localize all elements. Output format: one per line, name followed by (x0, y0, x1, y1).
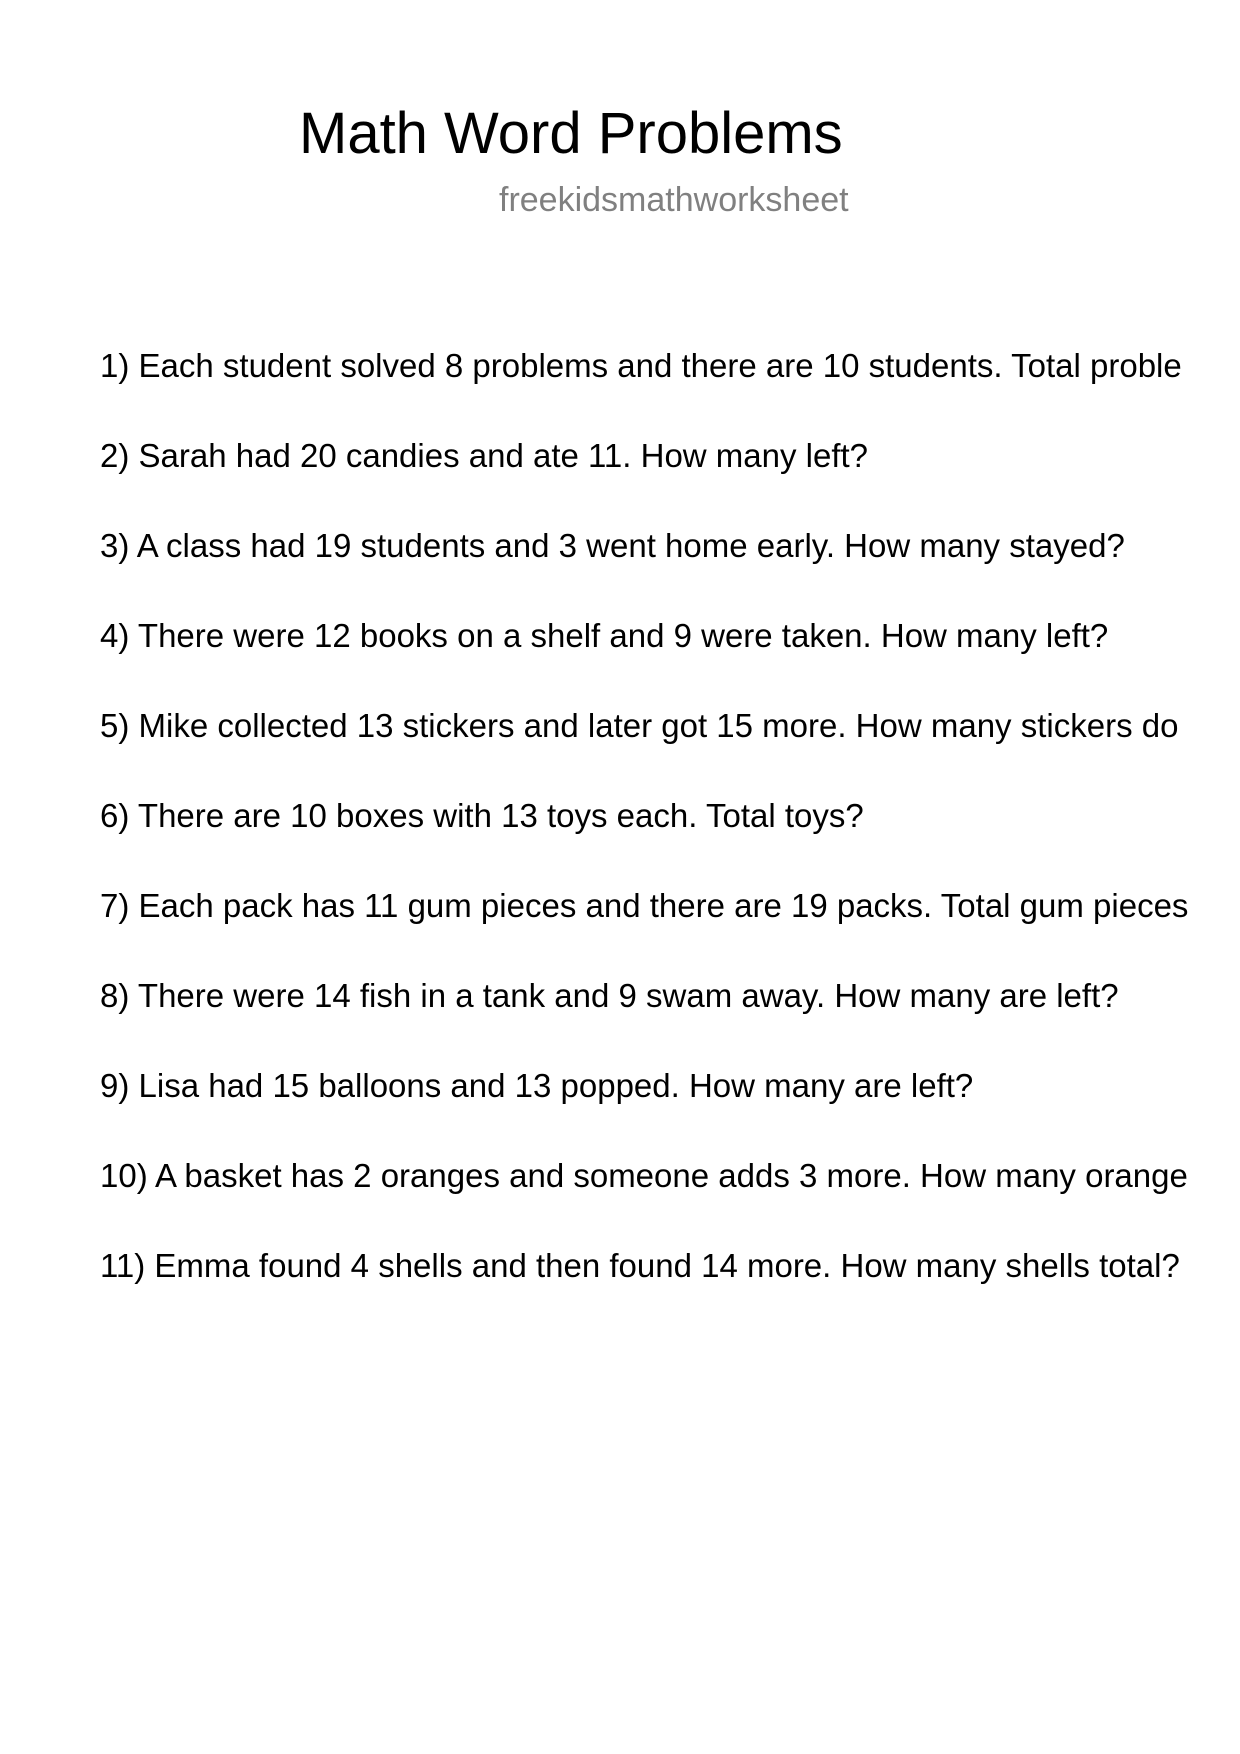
problem-item: 3) A class had 19 students and 3 went home early. How many stayed? (100, 527, 1125, 564)
problem-item: 1) Each student solved 8 problems and there are 10 students. Total proble (100, 347, 1182, 384)
problem-item: 10) A basket has 2 oranges and someone adds 3 more. How many orange (100, 1157, 1188, 1194)
problem-list (100, 345, 1188, 1335)
page-subtitle: freekidsmathworksheet (499, 181, 849, 219)
problem-item: 8) There were 14 fish in a tank and 9 swam away. How many are left? (100, 977, 1119, 1014)
problem-item: 5) Mike collected 13 stickers and later got 15 more. How many stickers do (100, 707, 1179, 744)
problem-item: 7) Each pack has 11 gum pieces and there are 19 packs. Total gum pieces (100, 887, 1189, 924)
problem-item: 6) There are 10 boxes with 13 toys each. Total toys? (100, 797, 864, 834)
problem-item: 2) Sarah had 20 candies and ate 11. How many left? (100, 437, 869, 474)
problem-item: 9) Lisa had 15 balloons and 13 popped. How many are left? (100, 1067, 974, 1104)
problem-item: 4) There were 12 books on a shelf and 9 were taken. How many left? (100, 617, 1109, 654)
page-title: Math Word Problems (299, 101, 843, 166)
problem-item: 11) Emma found 4 shells and then found 14 more. How many shells total? (100, 1247, 1180, 1284)
